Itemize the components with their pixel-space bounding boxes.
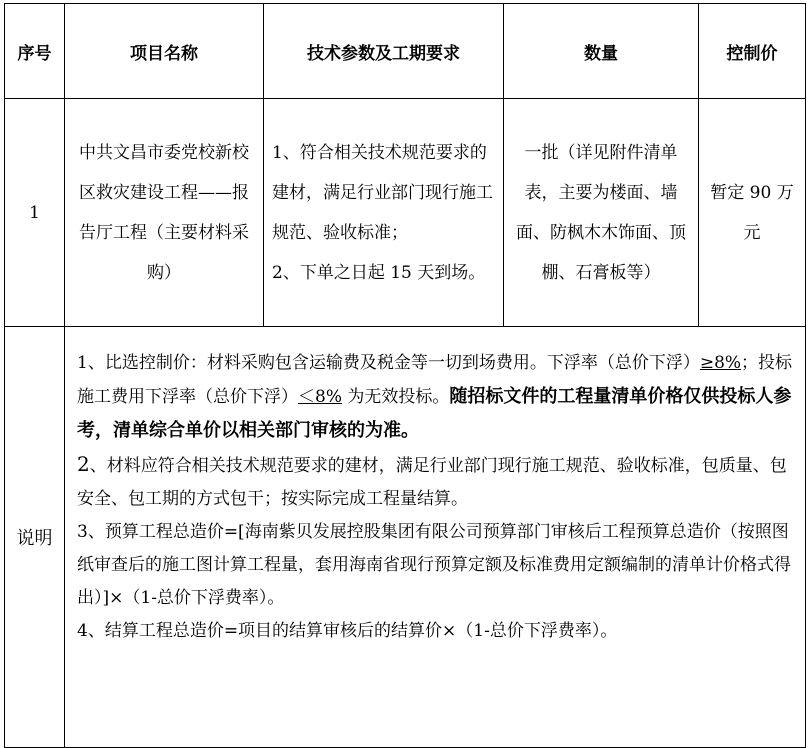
row-tech xyxy=(264,99,504,327)
notes-label: 说明 xyxy=(5,327,65,748)
note-1-text-a: 1、比选控制价：材料采购包含运输费及税金等一切到场费用。下浮率（总价下浮） xyxy=(77,353,700,373)
header-name: 项目名称 xyxy=(65,4,264,99)
note-1-bold: 随招标文件的工程量清单价格仅供投标人参考，清单综合单价以相关部门审核的为准。 xyxy=(77,386,792,441)
header-price: 控制价 xyxy=(699,4,806,99)
notes-body xyxy=(65,327,806,748)
procurement-table xyxy=(4,3,806,748)
tech-item-2: 2、下单之日起 15 天到场。 xyxy=(272,262,486,283)
header-qty: 数量 xyxy=(504,4,699,99)
table-row xyxy=(5,99,806,327)
note-1-text-e: 为无效投标。 xyxy=(341,387,450,407)
note-3: 3、预算工程总造价=[海南紫贝发展控股集团有限公司预算部门审核后工程预算总造价（按照图纸审查后的施工图计算工程量，套用海南省现行预算定额及标准费用定额编制的清单计价格式得出）]×（1-总价下浮费率）。 xyxy=(77,522,791,608)
row-index: 1 xyxy=(5,99,65,327)
note-1-threshold-a: ≥8% xyxy=(699,353,742,373)
header-row xyxy=(5,4,806,99)
row-qty: 一批（详见附件清单表，主要为楼面、墙面、防枫木木饰面、顶棚、石膏板等） xyxy=(504,99,699,327)
tech-item-1: 1、符合相关技术规范要求的建材，满足行业部门现行施工规范、验收标准； xyxy=(272,142,493,243)
note-1-text-c: ；投标施工费用下浮率（总价下浮） xyxy=(77,353,793,407)
note-2-number: 2 xyxy=(77,452,90,476)
note-2-text: 、材料应符合相关技术规范要求的建材，满足行业部门现行施工规范、验收标准，包质量、包安全、包工期的方式包干；按实际完成工程量结算。 xyxy=(77,456,787,509)
note-2 xyxy=(77,448,795,516)
header-tech: 技术参数及工期要求 xyxy=(264,4,504,99)
note-1-threshold-b: ＜8% xyxy=(298,387,342,407)
row-name: 中共文昌市委党校新校区救灾建设工程——报告厅工程（主要材料采购） xyxy=(65,99,264,327)
row-price: 暂定 90 万元 xyxy=(699,99,806,327)
notes-row xyxy=(5,327,806,748)
note-1 xyxy=(77,347,795,448)
note-4: 4、结算工程总造价=项目的结算审核后的结算价×（1-总价下浮费率）。 xyxy=(77,621,618,641)
header-index: 序号 xyxy=(5,4,65,99)
